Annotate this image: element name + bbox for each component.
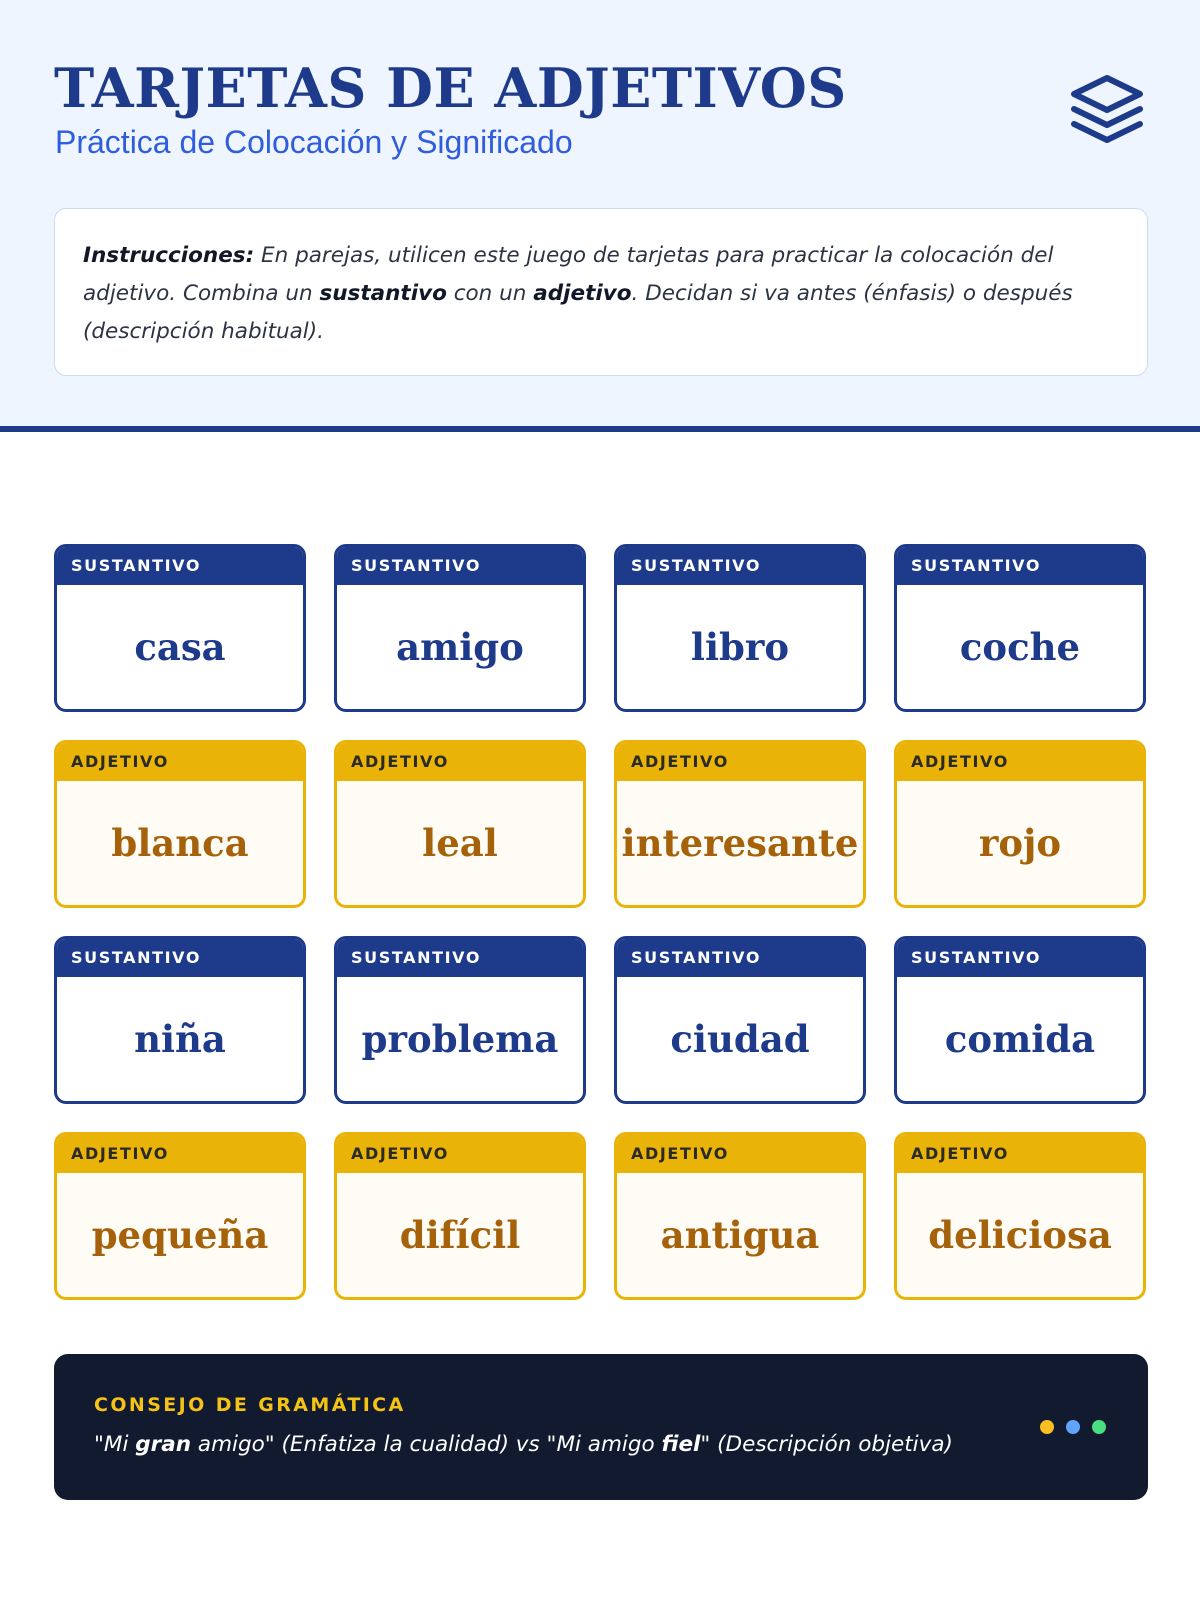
adjective-card[interactable]: [334, 1132, 586, 1300]
card-type-label: ADJETIVO: [897, 1135, 1143, 1173]
card-word: pequeña: [91, 1213, 269, 1257]
header: [0, 0, 1200, 432]
tip-title: CONSEJO DE GRAMÁTICA: [94, 1394, 406, 1416]
card-type-label: ADJETIVO: [57, 743, 303, 781]
page-title: TARJETAS DE ADJETIVOS: [54, 56, 847, 120]
card-word: ciudad: [670, 1017, 810, 1061]
instructions-text: En parejas, utilicen este juego de tarjetas para practicar la colocación del adjetivo. Combina un: [83, 243, 1054, 306]
adjective-card[interactable]: [334, 740, 586, 908]
card-word: amigo: [396, 625, 524, 669]
grammar-tip-box: [54, 1354, 1148, 1500]
flashcard-grid: [54, 544, 1148, 1300]
tip-bold-word: gran: [135, 1432, 192, 1457]
card-word: problema: [361, 1017, 559, 1061]
blue-dot: [1066, 1420, 1080, 1434]
card-type-label: SUSTANTIVO: [897, 939, 1143, 977]
adjective-card[interactable]: [54, 1132, 306, 1300]
instructions-text: con un: [446, 281, 534, 306]
card-word: niña: [134, 1017, 226, 1061]
card-type-label: SUSTANTIVO: [57, 547, 303, 585]
instructions-text: . Decidan si va antes (énfasis) o después (descripción habitual).: [83, 281, 1073, 344]
card-word: coche: [959, 625, 1081, 669]
noun-card[interactable]: [894, 544, 1146, 712]
card-type-label: ADJETIVO: [57, 1135, 303, 1173]
card-type-label: SUSTANTIVO: [337, 939, 583, 977]
noun-card[interactable]: [54, 544, 306, 712]
card-type-label: ADJETIVO: [617, 743, 863, 781]
noun-card[interactable]: [614, 544, 866, 712]
card-word: libro: [690, 625, 790, 669]
card-word: interesante: [621, 821, 859, 865]
tip-text-part: "Mi: [94, 1432, 136, 1457]
instructions-bold-noun: sustantivo: [319, 281, 447, 306]
card-word: casa: [134, 625, 226, 669]
card-type-label: SUSTANTIVO: [617, 547, 863, 585]
noun-card[interactable]: [614, 936, 866, 1104]
card-type-label: SUSTANTIVO: [337, 547, 583, 585]
card-word: rojo: [978, 821, 1062, 865]
noun-card[interactable]: [894, 936, 1146, 1104]
card-word: deliciosa: [928, 1213, 1112, 1257]
card-type-label: ADJETIVO: [617, 1135, 863, 1173]
card-type-label: SUSTANTIVO: [897, 547, 1143, 585]
card-type-label: ADJETIVO: [897, 743, 1143, 781]
instructions-box: [54, 208, 1148, 376]
adjective-card[interactable]: [614, 740, 866, 908]
card-word: blanca: [111, 821, 249, 865]
adjective-card[interactable]: [894, 740, 1146, 908]
card-word: difícil: [399, 1213, 521, 1257]
card-word: comida: [944, 1017, 1096, 1061]
instructions-bold-adjective: adjetivo: [533, 281, 632, 306]
tip-bold-word: fiel: [661, 1432, 701, 1457]
card-type-label: SUSTANTIVO: [57, 939, 303, 977]
adjective-card[interactable]: [614, 1132, 866, 1300]
card-type-label: ADJETIVO: [337, 1135, 583, 1173]
adjective-card[interactable]: [894, 1132, 1146, 1300]
layers-icon: [1068, 70, 1146, 148]
decorative-dots: [1040, 1420, 1106, 1434]
noun-card[interactable]: [54, 936, 306, 1104]
adjective-card[interactable]: [54, 740, 306, 908]
tip-text-part: amigo" (Enfatiza la cualidad) vs "Mi amigo: [191, 1432, 662, 1457]
card-word: antigua: [660, 1213, 820, 1257]
tip-text: [94, 1432, 953, 1457]
card-type-label: SUSTANTIVO: [617, 939, 863, 977]
page-subtitle: Práctica de Colocación y Significado: [55, 124, 573, 160]
green-dot: [1092, 1420, 1106, 1434]
noun-card[interactable]: [334, 544, 586, 712]
instructions-label: Instrucciones:: [83, 243, 255, 268]
tip-text-part: " (Descripción objetiva): [700, 1432, 953, 1457]
yellow-dot: [1040, 1420, 1054, 1434]
card-type-label: ADJETIVO: [337, 743, 583, 781]
noun-card[interactable]: [334, 936, 586, 1104]
card-word: leal: [422, 821, 498, 865]
